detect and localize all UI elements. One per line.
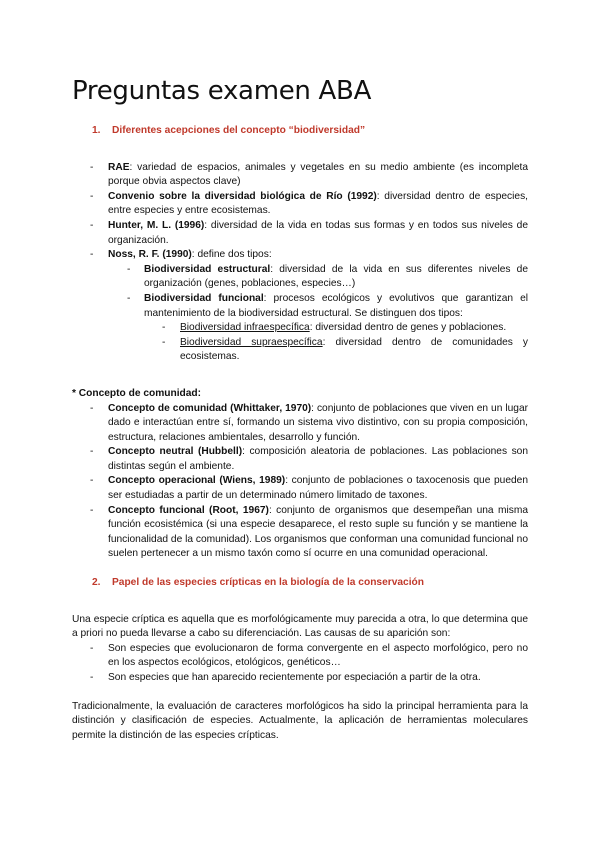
definition-term: Concepto neutral (Hubbell) — [108, 446, 243, 458]
list-item — [108, 263, 528, 292]
closing-paragraph: Tradicionalmente, la evaluación de caracteres morfológicos ha sido la principal herramienta para la distinción y clasificación de especies. Actualmente, la aplicación de herramientas moleculares permite la distinción de las especies crípticas. — [72, 700, 528, 741]
noss-types-list — [108, 263, 528, 365]
functional-types-list — [144, 321, 528, 365]
section-1-heading — [72, 124, 528, 139]
bullet-dash: - — [90, 402, 94, 414]
community-heading: * Concepto de comunidad: — [72, 387, 202, 399]
section-1-title: Diferentes acepciones del concepto “biodiversidad” — [112, 125, 366, 136]
definition-term: Concepto funcional (Root, 1967) — [108, 504, 269, 516]
definition-term: RAE — [108, 161, 130, 173]
list-item — [72, 504, 528, 562]
list-item — [72, 445, 528, 474]
list-item — [108, 292, 528, 365]
bullet-dash: - — [162, 336, 166, 348]
definition-text: : diversidad de la vida en todas sus formas y en todos sus niveles de organización. — [108, 219, 529, 246]
list-item — [72, 402, 528, 446]
bullet-dash: - — [162, 322, 166, 334]
cryptic-species-intro: Una especie críptica es aquella que es morfológicamente muy parecida a otra, lo que determina que a priori no pueda llevarse a cabo su diferenciación. Las causas de su aparición son: — [72, 613, 528, 640]
definition-text: : diversidad dentro de genes y poblaciones. — [309, 322, 507, 334]
bullet-dash: - — [90, 249, 94, 261]
bullet-dash: - — [90, 642, 94, 654]
bullet-dash: - — [90, 672, 94, 683]
bullet-dash: - — [90, 504, 94, 516]
list-item — [72, 161, 528, 190]
bullet-dash: - — [90, 219, 94, 231]
definition-text: : variedad de espacios, animales y vegetales en su medio ambiente (es incompleta porque obvia aspectos clave) — [108, 161, 528, 188]
bullet-dash: - — [127, 292, 131, 304]
bullet-dash: - — [90, 475, 94, 487]
list-item — [72, 219, 528, 248]
list-item — [144, 321, 528, 336]
list-item — [72, 671, 528, 686]
list-item — [144, 336, 528, 365]
section-2-heading — [72, 576, 528, 591]
biodiversity-definitions-list — [72, 161, 528, 365]
definition-text: : conjunto de poblaciones o taxocenosis que pueden ser estudiadas a partir de un determinado número limitado de taxones. — [108, 475, 528, 502]
section-2-title: Papel de las especies crípticas en la biología de la conservación — [112, 577, 424, 589]
definition-term: Hunter, M. L. (1996) — [108, 219, 205, 231]
definition-term: Concepto operacional (Wiens, 1989) — [108, 475, 286, 487]
definition-term: Concepto de comunidad (Whittaker, 1970) — [108, 402, 312, 414]
definition-term: Biodiversidad infraespecífica — [180, 322, 310, 334]
definition-term: Convenio sobre la diversidad biológica de Río (1992) — [108, 190, 377, 202]
definition-term: Noss, R. F. (1990) — [108, 249, 192, 261]
cryptic-causes-list — [72, 642, 528, 686]
list-item — [72, 474, 528, 503]
cause-text: Son especies que han aparecido recientemente por especiación a partir de la otra. — [108, 672, 481, 683]
definition-text: : conjunto de poblaciones que viven en un lugar dado e interactúan entre sí, formando un sistema vivo distintivo, con su propia composición, estructura, relaciones ambientales, desarrollo y función. — [108, 402, 528, 443]
definition-text: : diversidad dentro de comunidades y ecosistemas. — [180, 336, 529, 363]
document-body — [72, 124, 528, 743]
bullet-dash: - — [127, 263, 131, 275]
list-item — [72, 642, 528, 671]
bullet-dash: - — [90, 161, 94, 173]
section-1-number: 1. — [92, 125, 101, 136]
definition-term: Biodiversidad supraespecífica — [180, 336, 323, 348]
list-item — [72, 248, 528, 365]
page-title: Preguntas examen ABA — [72, 76, 372, 106]
bullet-dash: - — [90, 446, 94, 458]
definition-text: : diversidad de la vida en sus diferentes niveles de organización (genes, poblaciones, especies…) — [144, 263, 528, 290]
definition-text: : diversidad dentro de especies, entre especies y entre ecosistemas. — [108, 190, 528, 217]
list-item — [72, 190, 528, 219]
definition-text: : procesos ecológicos y evolutivos que garantizan el mantenimiento de la biodiversidad estructural. Se distinguen dos tipos: — [144, 292, 528, 319]
bullet-dash: - — [90, 190, 94, 202]
community-concepts-list — [72, 402, 528, 563]
section-2-number: 2. — [92, 577, 101, 589]
definition-text: : composición aleatoria de poblaciones. Las poblaciones son distintas según el ambiente. — [108, 446, 528, 472]
definition-text: : define dos tipos: — [191, 249, 272, 261]
definition-term: Biodiversidad funcional — [144, 292, 264, 304]
definition-term: Biodiversidad estructural — [144, 263, 271, 275]
cause-text: Son especies que evolucionaron de forma convergente en el aspecto morfológico, pero no en los aspectos ecológicos, etológicos, genéticos… — [108, 642, 528, 669]
definition-text: : conjunto de organismos que desempeñan una misma función ecosistémica (si una especie desaparece, el resto suple su función y se mantiene la funcionalidad de la comunidad). Los organismos que conforman una comunidad funcional no suelen pertenecer a un mismo taxón como sí ocurre en una comunidad operacional. — [108, 504, 528, 560]
